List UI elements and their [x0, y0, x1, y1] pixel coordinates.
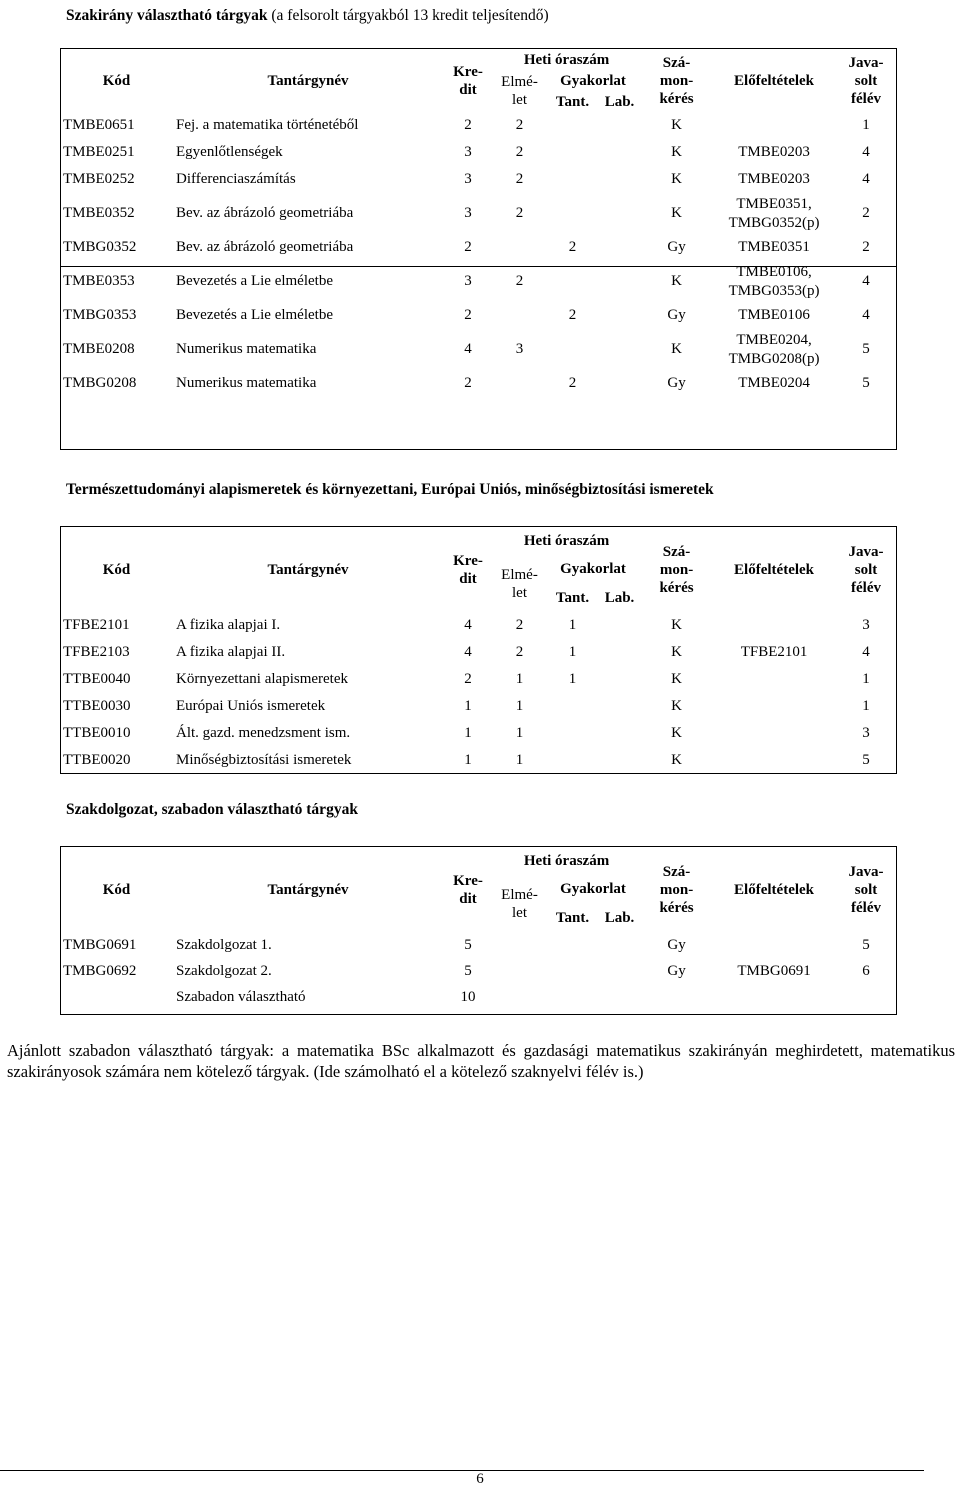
table-row [60, 958, 897, 984]
lab-hours [599, 693, 640, 720]
col-header-tant: Tant. [555, 909, 590, 926]
practice-hours: 2 [568, 307, 577, 323]
col-header-heti-oraszam: Heti óraszám [523, 51, 610, 68]
credit: 4 [464, 644, 472, 660]
col-header-kod: Kód [102, 561, 131, 578]
table-row [60, 234, 897, 261]
col-header-elmelet: Elmé- let [501, 74, 538, 108]
assessment: K [671, 752, 682, 768]
course-name: Európai Uniós ismeretek [176, 698, 326, 714]
lab-hours [599, 747, 640, 774]
course-code: TTBE0040 [63, 671, 131, 687]
col-header-szamonkeres: Szá- mon- kérés [659, 543, 694, 596]
recommended-semester: 3 [862, 617, 870, 633]
course-name: Numerikus matematika [176, 341, 317, 357]
assessment: K [671, 171, 682, 187]
lecture-hours [493, 370, 546, 397]
practice-hours [546, 112, 599, 139]
recommended-semester: 2 [862, 205, 870, 221]
col-header-tantargynev: Tantárgynév [267, 561, 349, 578]
lecture-hours [493, 984, 546, 1010]
course-name: Ált. gazd. menedzsment ism. [176, 725, 351, 741]
prerequisites [713, 112, 835, 139]
credit: 3 [464, 205, 472, 221]
col-header-javasolt-felev: Java- solt félév [848, 543, 884, 596]
prerequisite-line-2: TMBG0352(p) [728, 214, 820, 231]
thesis-courses-table [60, 847, 897, 1010]
lab-hours [599, 370, 640, 397]
table-row [60, 302, 897, 329]
course-name: Bevezetés a Lie elméletbe [176, 273, 333, 289]
assessment: K [671, 617, 682, 633]
lecture-hours [493, 958, 546, 984]
lecture-hours [493, 234, 546, 261]
prerequisite-line-1: TFBE2101 [740, 644, 808, 660]
prerequisites [713, 261, 835, 302]
credit: 1 [464, 752, 472, 768]
assessment: Gy [667, 962, 686, 979]
course-code: TFBE2103 [63, 644, 130, 660]
course-name: Bev. az ábrázoló geometriába [176, 239, 354, 255]
credit: 3 [464, 273, 472, 289]
table-row [60, 932, 897, 958]
credit: 2 [464, 375, 472, 391]
col-header-kredit: Kre- dit [453, 872, 483, 907]
credit: 2 [464, 671, 472, 687]
practice-hours [546, 329, 599, 370]
credit: 2 [464, 307, 472, 323]
assessment: K [671, 205, 682, 221]
course-name: Bevezetés a Lie elméletbe [176, 307, 333, 323]
course-code: TMBG0352 [63, 239, 137, 255]
prerequisites [713, 639, 835, 666]
prerequisites [713, 958, 835, 984]
lab-hours [599, 666, 640, 693]
prerequisite-line-1: TMBE0203 [738, 171, 810, 187]
table-row [60, 693, 897, 720]
course-name: Minőségbiztosítási ismeretek [176, 752, 352, 768]
section-title-elective: Szakirány választható tárgyak (a felsorolt tárgyakból 13 kredit teljesítendő) [66, 7, 549, 24]
assessment: Gy [667, 936, 686, 953]
assessment: K [671, 341, 682, 357]
prerequisite-line-1: TMBE0351 [738, 239, 810, 255]
credit: 5 [464, 962, 472, 979]
course-name: A fizika alapjai II. [176, 644, 286, 660]
practice-hours: 1 [568, 644, 577, 660]
course-name: Környezettani alapismeretek [176, 671, 349, 687]
table-row [60, 261, 897, 302]
lecture-hours: 2 [515, 117, 524, 133]
practice-hours [546, 193, 599, 234]
col-header-szamonkeres: Szá- mon- kérés [659, 54, 694, 107]
table-row [60, 329, 897, 370]
prerequisite-line-1: TMBE0351, [736, 195, 812, 212]
practice-hours [546, 720, 599, 747]
course-code: TTBE0030 [63, 698, 131, 714]
prerequisites [713, 984, 835, 1010]
table-row [60, 639, 897, 666]
prerequisites [713, 139, 835, 166]
lab-hours [599, 984, 640, 1010]
prerequisites [713, 329, 835, 370]
assessment: Gy [667, 239, 686, 255]
col-header-elofeltetelek: Előfeltételek [734, 881, 815, 898]
lecture-hours: 2 [515, 617, 524, 633]
recommended-semester: 5 [862, 341, 870, 357]
lab-hours [599, 932, 640, 958]
prerequisite-line-1: TMBG0691 [737, 962, 811, 979]
assessment [640, 984, 713, 1010]
recommended-semester: 2 [862, 239, 870, 255]
credit: 4 [464, 341, 472, 357]
practice-hours: 2 [568, 375, 577, 391]
science-courses-table [60, 527, 897, 774]
course-code: TMBG0691 [63, 936, 137, 953]
course-name: Szakdolgozat 2. [176, 962, 272, 979]
col-header-elofeltetelek: Előfeltételek [734, 561, 815, 578]
recommended-semester: 4 [862, 273, 870, 289]
lecture-hours: 2 [515, 273, 524, 289]
lecture-hours [493, 932, 546, 958]
lab-hours [599, 302, 640, 329]
prerequisites [713, 193, 835, 234]
course-name: Bev. az ábrázoló geometriába [176, 205, 354, 221]
recommended-semester: 1 [862, 698, 870, 714]
assessment: K [671, 671, 682, 687]
prerequisites [713, 370, 835, 397]
table-row [60, 747, 897, 774]
lab-hours [599, 612, 640, 639]
col-header-kredit: Kre- dit [453, 63, 483, 98]
lecture-hours: 3 [515, 341, 524, 357]
prerequisites [713, 612, 835, 639]
practice-hours [546, 166, 599, 193]
practice-hours [546, 693, 599, 720]
table-row [60, 612, 897, 639]
col-header-gyakorlat: Gyakorlat [560, 881, 626, 897]
table-row [60, 370, 897, 397]
col-header-javasolt-felev: Java- solt félév [848, 863, 884, 916]
course-code: TFBE2101 [63, 617, 130, 633]
assessment: K [671, 117, 682, 133]
lab-hours [599, 720, 640, 747]
course-code: TMBE0651 [63, 117, 135, 133]
lab-hours [599, 261, 640, 302]
course-code: TTBE0020 [63, 752, 131, 768]
recommended-semester: 6 [862, 962, 870, 979]
col-header-elmelet: Elmé- let [501, 886, 538, 921]
practice-hours: 1 [568, 617, 577, 633]
lecture-hours [493, 302, 546, 329]
recommended-semester: 4 [862, 307, 870, 323]
practice-hours: 1 [568, 671, 577, 687]
practice-hours [546, 747, 599, 774]
lab-hours [599, 639, 640, 666]
recommended-semester: 1 [862, 671, 870, 687]
prerequisite-line-1: TMBE0106 [738, 307, 810, 323]
col-header-tant: Tant. [555, 589, 590, 606]
credit: 10 [460, 988, 476, 1005]
prerequisite-line-2: TMBG0208(p) [728, 350, 820, 367]
course-code: TMBE0353 [63, 273, 135, 289]
table-row [60, 193, 897, 234]
col-header-tantargynev: Tantárgynév [267, 72, 349, 89]
assessment: K [671, 144, 682, 160]
col-header-kod: Kód [102, 881, 131, 898]
lab-hours [599, 958, 640, 984]
col-header-tant: Tant. [555, 93, 590, 110]
practice-hours [546, 139, 599, 166]
col-header-heti-oraszam: Heti óraszám [523, 853, 610, 869]
prerequisites [713, 693, 835, 720]
course-code: TMBE0252 [63, 171, 135, 187]
practice-hours [546, 932, 599, 958]
lab-hours [599, 234, 640, 261]
col-header-heti-oraszam: Heti óraszám [523, 533, 610, 549]
prerequisite-line-1: TMBE0203 [738, 144, 810, 160]
col-header-javasolt-felev: Java- solt félév [848, 54, 884, 107]
prerequisite-line-2: TMBG0353(p) [728, 282, 820, 299]
table-row [60, 112, 897, 139]
course-name: Differenciaszámítás [176, 171, 296, 187]
col-header-tantargynev: Tantárgynév [267, 881, 349, 898]
prerequisites [713, 234, 835, 261]
section-title-thesis: Szakdolgozat, szabadon választható tárgyak [66, 801, 358, 818]
col-header-kod: Kód [102, 72, 131, 89]
assessment: K [671, 273, 682, 289]
lecture-hours: 2 [515, 144, 524, 160]
page-number: 6 [476, 1471, 484, 1487]
recommended-semester: 4 [862, 171, 870, 187]
recommended-semester: 3 [862, 725, 870, 741]
credit: 5 [464, 936, 472, 953]
lecture-hours: 1 [515, 752, 524, 768]
practice-hours [546, 984, 599, 1010]
prerequisite-line-1: TMBE0204 [738, 375, 810, 391]
table-row [60, 666, 897, 693]
table-row [60, 720, 897, 747]
credit: 1 [464, 698, 472, 714]
lecture-hours: 1 [515, 725, 524, 741]
prerequisite-line-1: TMBE0204, [736, 331, 812, 348]
lecture-hours: 1 [515, 698, 524, 714]
lab-hours [599, 112, 640, 139]
course-code: TMBE0208 [63, 341, 135, 357]
lab-hours [599, 139, 640, 166]
credit: 1 [464, 725, 472, 741]
credit: 2 [464, 117, 472, 133]
recommended-semester [835, 984, 897, 1010]
recommended-semester: 5 [862, 375, 870, 391]
course-name: Egyenlőtlenségek [176, 144, 283, 160]
prerequisites [713, 166, 835, 193]
section-title-science: Természettudományi alapismeretek és környezettani, Európai Uniós, minőségbiztosítási ismeretek [66, 481, 714, 498]
prerequisites [713, 302, 835, 329]
course-code: TMBG0692 [63, 962, 137, 979]
course-code: TMBE0352 [63, 205, 135, 221]
recommendation-note: Ajánlott szabadon választható tárgyak: a matematika BSc alkalmazott és gazdasági matematikus szakirányán meghirdetett, matematikus szakirányosok számára nem kötelező tárgyak. (Ide számolható el a kötelező szaknyelvi félév is.) [7, 1041, 955, 1081]
course-name: Szabadon választható [176, 988, 306, 1005]
recommended-semester: 5 [862, 936, 870, 953]
table-row [60, 984, 897, 1010]
credit: 4 [464, 617, 472, 633]
lecture-hours: 2 [515, 644, 524, 660]
lecture-hours: 1 [515, 671, 524, 687]
table-row [60, 166, 897, 193]
lab-hours [599, 193, 640, 234]
col-header-lab: Lab. [604, 93, 635, 110]
prerequisites [713, 747, 835, 774]
lab-hours [599, 166, 640, 193]
credit: 2 [464, 239, 472, 255]
course-code [60, 984, 173, 1010]
course-name: Fej. a matematika történetéből [176, 117, 359, 133]
col-header-gyakorlat: Gyakorlat [560, 72, 626, 89]
practice-hours: 2 [568, 239, 577, 255]
lecture-hours: 2 [515, 171, 524, 187]
recommended-semester: 5 [862, 752, 870, 768]
col-header-elofeltetelek: Előfeltételek [734, 72, 815, 89]
col-header-elmelet: Elmé- let [501, 566, 538, 601]
practice-hours [546, 958, 599, 984]
course-name: Numerikus matematika [176, 375, 317, 391]
prerequisites [713, 932, 835, 958]
col-header-gyakorlat: Gyakorlat [560, 561, 626, 577]
course-code: TMBG0353 [63, 307, 137, 323]
assessment: K [671, 698, 682, 714]
practice-hours [546, 261, 599, 302]
recommended-semester: 1 [862, 117, 870, 133]
lecture-hours: 2 [515, 205, 524, 221]
col-header-lab: Lab. [604, 589, 635, 606]
assessment: Gy [667, 375, 686, 391]
recommended-semester: 4 [862, 644, 870, 660]
assessment: K [671, 725, 682, 741]
col-header-kredit: Kre- dit [453, 552, 483, 587]
prerequisites [713, 720, 835, 747]
elective-courses-table [60, 49, 897, 397]
course-code: TTBE0010 [63, 725, 131, 741]
course-code: TMBG0208 [63, 375, 137, 391]
assessment: Gy [667, 307, 686, 323]
credit: 3 [464, 171, 472, 187]
course-name: A fizika alapjai I. [176, 617, 281, 633]
table-row [60, 139, 897, 166]
col-header-lab: Lab. [604, 909, 635, 926]
recommended-semester: 4 [862, 144, 870, 160]
prerequisite-line-1: TMBE0106, [736, 263, 812, 280]
course-code: TMBE0251 [63, 144, 135, 160]
lab-hours [599, 329, 640, 370]
prerequisites [713, 666, 835, 693]
assessment: K [671, 644, 682, 660]
col-header-szamonkeres: Szá- mon- kérés [659, 863, 694, 916]
course-name: Szakdolgozat 1. [176, 936, 272, 953]
credit: 3 [464, 144, 472, 160]
